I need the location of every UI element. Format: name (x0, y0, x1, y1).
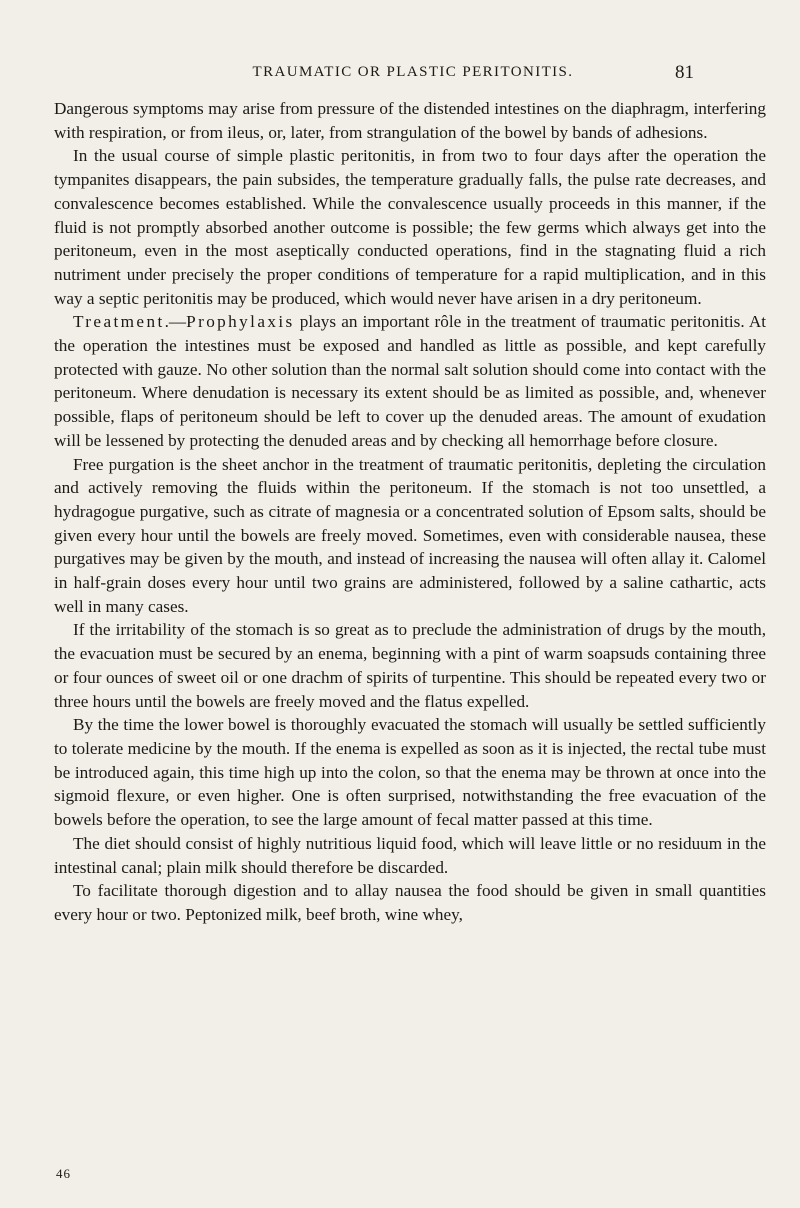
treatment-word: Treatment (73, 312, 165, 332)
page-number: 81 (675, 62, 694, 83)
paragraph-6: By the time the lower bowel is thoroughly evacuated the stomach will usually be settled sufficiently to tolerate medicine by the mouth. If the enema is expelled as soon as it is injected, the rectal tube must be introduced again, this time high up into the colon, so that the enema may be thrown at once into the sigmoid flexure, or even higher. One is often surprised, notwithstanding the free evacuation of the bowels before the operation, to see the large amount of fecal matter passed at this time. (54, 715, 766, 830)
treatment-dash: .— (164, 312, 187, 332)
paragraph-3 (54, 310, 766, 452)
paragraph-2: In the usual course of simple plastic peritonitis, in from two to four days after the operation the tympanites disappears, the pain subsides, the temperature gradually falls, the pulse rate decreases, and convalescence becomes established. While the convalescence usually proceeds in this manner, if the fluid is not promptly absorbed another outcome is possible; the few germs which always get into the peritoneum, even in the most aseptically conducted operations, find in the stagnating fluid a rich nutriment under precisely the proper conditions of temperature for a rapid multiplication, and in this way a septic peritonitis may be produced, which would never have arisen in a dry peritoneum. (54, 146, 766, 308)
signature-mark: 46 (56, 1166, 71, 1181)
paragraph-5: If the irritability of the stomach is so great as to preclude the administration of drugs by the mouth, the evacuation must be secured by an enema, beginning with a pint of warm soapsuds containing three or four ounces of sweet oil or one drachm of spirits of turpentine. This should be repeated every two or three hours until the bowels are freely moved and the flatus expelled. (54, 620, 766, 711)
prophylaxis-word: Prophylaxis (186, 312, 295, 332)
paragraph-1: Dangerous symptoms may arise from pressure of the distended intestines on the diaphragm, interfering with respiration, or from ileus, or, later, from strangulation of the bowel by bands of adhesions. (54, 99, 766, 142)
body-text (54, 97, 766, 927)
paragraph-3-text: plays an important rôle in the treatment of traumatic peritonitis. At the operation the intestines must be exposed and handled as little as possible, and kept carefully protected with gauze. No other solution than the normal salt solution should come into contact with the peritoneum. Where denudation is necessary its extent should be as limited as possible, and, whenever possible, flaps of peritoneum should be left to cover up the denuded areas. The amount of exudation will be lessened by protecting the denuded areas and by checking all hemorrhage before closure. (54, 312, 767, 450)
paragraph-4: Free purgation is the sheet anchor in the treatment of traumatic peritonitis, depleting the circulation and actively removing the fluids within the peritoneum. If the stomach is not too unsettled, a hydragogue purgative, such as citrate of magnesia or a concentrated solution of Epsom salts, should be given every hour until the bowels are freely moved. Sometimes, even with considerable nausea, these purgatives may be given by the mouth, and instead of increasing the nausea will often allay it. Calomel in half-grain doses every hour until two grains are administered, followed by a saline cathartic, acts well in many cases. (54, 454, 766, 616)
paragraph-8: To facilitate thorough digestion and to allay nausea the food should be given in small quantities every hour or two. Peptonized milk, beef broth, wine whey, (54, 881, 766, 924)
page-header (148, 64, 708, 88)
running-head: TRAUMATIC OR PLASTIC PERITONITIS. (252, 64, 574, 80)
paragraph-7: The diet should consist of highly nutritious liquid food, which will leave little or no residuum in the intestinal canal; plain milk should therefore be discarded. (54, 833, 766, 877)
